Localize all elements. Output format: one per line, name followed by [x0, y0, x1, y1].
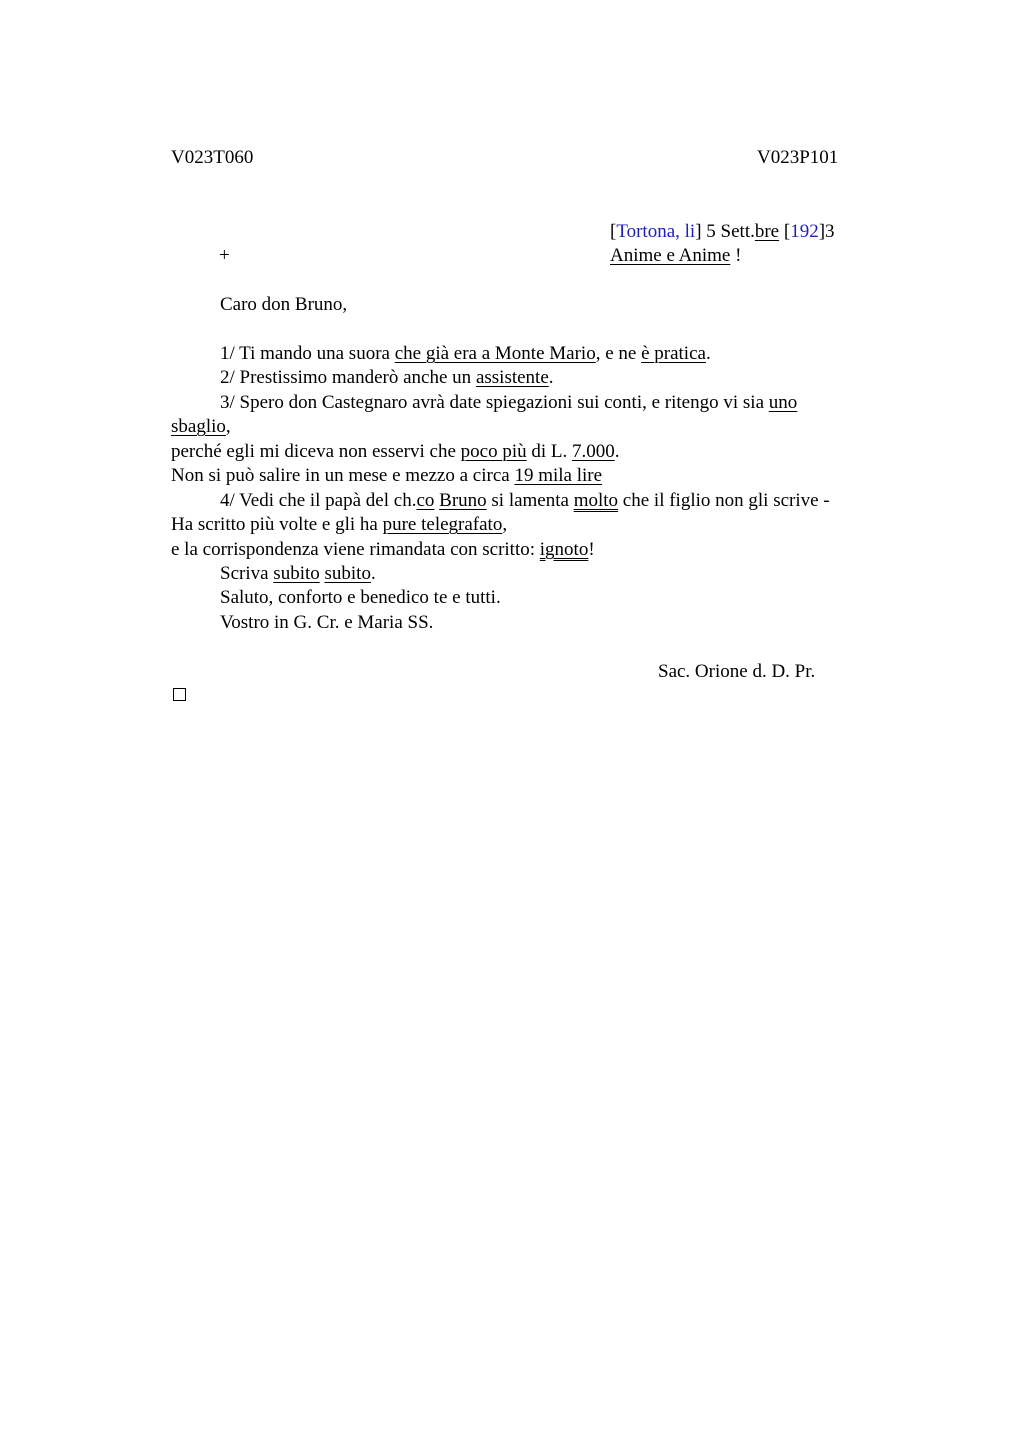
point-1: [220, 342, 711, 366]
point-3-line-b: [171, 440, 620, 464]
point-3-end: ,: [225, 416, 231, 437]
point-4c-end: !: [588, 539, 595, 560]
point-4b-text: Ha scritto più volte e gli ha: [171, 514, 383, 535]
dateline-place: Tortona, li: [616, 221, 696, 242]
point-3b-mid: di L.: [526, 441, 572, 462]
dateline: [610, 220, 835, 244]
document-code-left: V023T060: [171, 147, 254, 168]
point-4c-underline-1: ignoto: [539, 539, 589, 560]
point-3b-end: .: [614, 441, 620, 462]
point-5-underline-1: subito: [273, 563, 320, 584]
point-1-text: 1/ Ti mando una suora: [220, 343, 395, 364]
point-2-underline-1: assistente: [475, 367, 549, 388]
point-4-mid: si lamenta: [486, 490, 574, 511]
point-4-underline-3: molto: [573, 490, 619, 511]
point-3-line-c: [171, 464, 602, 488]
motto-suffix: !: [730, 245, 742, 266]
point-4-text: 4/ Vedi che il papà del ch.: [220, 490, 417, 511]
dateline-close-bracket: ]: [695, 221, 702, 242]
point-4-underline-2: Bruno: [439, 490, 487, 511]
signature: Sac. Orione d. D. Pr.: [658, 661, 816, 682]
point-3b-text: perché egli mi diceva non esservi che: [171, 441, 461, 462]
closing-line-2: Vostro in G. Cr. e Maria SS.: [220, 612, 434, 633]
point-3-underline-2: sbaglio: [171, 416, 226, 437]
point-2-end: .: [548, 367, 554, 388]
point-4-underline-1: co: [416, 490, 435, 511]
point-1-mid: , e ne: [595, 343, 642, 364]
cross-mark: +: [219, 245, 230, 266]
point-2-text: 2/ Prestissimo manderò anche un: [220, 367, 476, 388]
dateline-open-bracket: [: [610, 221, 617, 242]
point-4-line-b: [171, 513, 507, 537]
point-2: [220, 366, 554, 390]
salutation: Caro don Bruno,: [220, 294, 348, 315]
dateline-year-part: 192: [790, 221, 819, 242]
dateline-day: 5 Sett.: [701, 221, 755, 242]
point-4-end: che il figlio non gli scrive -: [618, 490, 830, 511]
point-4-line-c: [171, 538, 595, 562]
point-1-end: .: [705, 343, 711, 364]
point-5-text: Scriva: [220, 563, 274, 584]
closing-line-1: Saluto, conforto e benedico te e tutti.: [220, 587, 501, 608]
point-3c-underline-1: 19 mila lire: [514, 465, 603, 486]
point-3-continuation: [171, 415, 231, 439]
motto: [610, 244, 741, 268]
point-4c-text: e la corrispondenza viene rimandata con scritto:: [171, 539, 540, 560]
end-box-icon: [173, 688, 186, 701]
motto-text: Anime e Anime: [610, 245, 731, 266]
point-4: [220, 489, 830, 513]
point-3-text: 3/ Spero don Castegnaro avrà date spiegazioni sui conti, e ritengo vi sia: [220, 392, 769, 413]
point-3: [220, 391, 797, 415]
point-3b-underline-2: 7.000: [572, 441, 615, 462]
document-code-right: V023P101: [757, 147, 839, 168]
point-3b-underline-1: poco più: [460, 441, 527, 462]
point-1-underline-1: che già era a Monte Mario: [394, 343, 596, 364]
point-5-end: .: [370, 563, 376, 584]
point-4b-end: ,: [502, 514, 508, 535]
dateline-year-open: [: [779, 221, 791, 242]
point-5-underline-2: subito: [324, 563, 371, 584]
point-1-underline-2: è pratica: [641, 343, 706, 364]
point-4b-underline-1: pure telegrafato: [382, 514, 503, 535]
dateline-year-close: ]3: [818, 221, 835, 242]
dateline-month-suffix: bre: [754, 221, 780, 242]
point-3-underline-1: uno: [768, 392, 798, 413]
point-5: [220, 562, 376, 586]
point-3c-text: Non si può salire in un mese e mezzo a circa: [171, 465, 515, 486]
